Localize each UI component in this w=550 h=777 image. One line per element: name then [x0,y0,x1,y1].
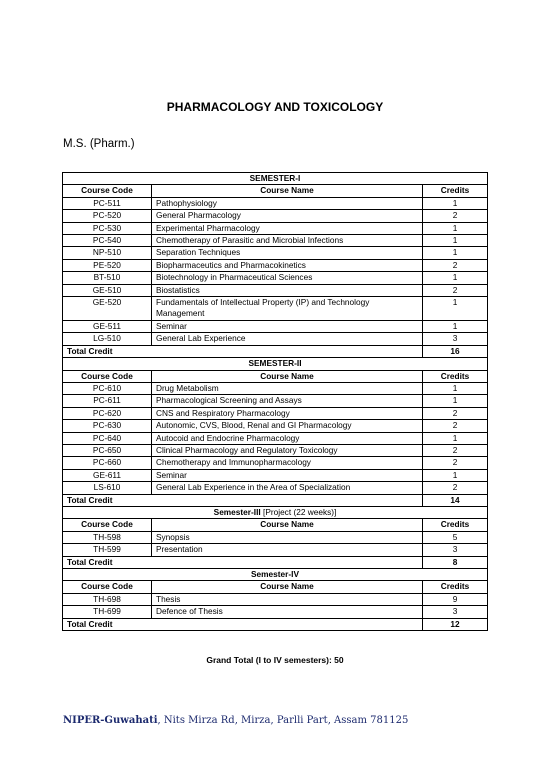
course-code: LG-510 [63,333,152,345]
course-table [62,172,488,631]
table-row [63,320,488,332]
table-row [63,197,488,209]
course-credits: 2 [423,407,488,419]
col-header-code: Course Code [63,370,152,382]
course-code: NP-510 [63,247,152,259]
course-code: LS-610 [63,482,152,494]
course-code: GE-520 [63,297,152,321]
degree-label: M.S. (Pharm.) [63,138,135,150]
footer-address: , Nits Mirza Rd, Mirza, Parlli Part, Assam 781125 [157,715,409,726]
total-label: Total Credit [63,556,423,568]
course-code: PC-520 [63,210,152,222]
table-row [63,407,488,419]
course-name: Biostatistics [152,284,423,296]
footer [63,715,408,726]
semester-header-row [63,358,488,370]
table-row [63,395,488,407]
column-header-row [63,370,488,382]
course-credits: 3 [423,544,488,556]
course-credits: 2 [423,259,488,271]
table-row [63,606,488,618]
total-row [63,618,488,630]
table-row [63,235,488,247]
course-credits: 1 [423,382,488,394]
course-name: Drug Metabolism [152,382,423,394]
semester-title-text: Semester-IV [251,569,299,579]
semester-title [63,569,488,581]
course-name: Biopharmaceutics and Pharmacokinetics [152,259,423,271]
total-row [63,556,488,568]
course-code: PC-511 [63,197,152,209]
col-header-credits: Credits [423,519,488,531]
semester-header-row [63,173,488,185]
course-credits: 1 [423,222,488,234]
course-code: PC-610 [63,382,152,394]
course-name: Seminar [152,320,423,332]
course-credits: 1 [423,272,488,284]
total-row [63,345,488,357]
course-code: PC-540 [63,235,152,247]
course-credits: 9 [423,593,488,605]
table-row [63,259,488,271]
col-header-credits: Credits [423,370,488,382]
course-code: GE-510 [63,284,152,296]
course-credits: 2 [423,457,488,469]
semester-header-row [63,506,488,518]
semester-title-text: SEMESTER-I [249,173,301,183]
course-name: Autocoid and Endocrine Pharmacology [152,432,423,444]
table-row [63,284,488,296]
course-name: Clinical Pharmacology and Regulatory Toxicology [152,444,423,456]
semester-title [63,358,488,370]
course-code: TH-598 [63,531,152,543]
course-credits: 1 [423,395,488,407]
course-credits: 1 [423,235,488,247]
course-credits: 5 [423,531,488,543]
col-header-code: Course Code [63,581,152,593]
course-name: Pathophysiology [152,197,423,209]
table-row [63,469,488,481]
total-value: 14 [423,494,488,506]
table-row [63,382,488,394]
course-name: Synopsis [152,531,423,543]
col-header-name: Course Name [152,185,423,197]
course-credits: 1 [423,247,488,259]
course-code: TH-698 [63,593,152,605]
course-credits: 3 [423,333,488,345]
table-row [63,272,488,284]
course-credits: 2 [423,210,488,222]
course-name: Separation Techniques [152,247,423,259]
table-row [63,210,488,222]
course-credits: 3 [423,606,488,618]
total-value: 8 [423,556,488,568]
total-value: 12 [423,618,488,630]
table-row [63,593,488,605]
table-row [63,432,488,444]
table-row [63,222,488,234]
semester-header-row [63,569,488,581]
course-code: PC-611 [63,395,152,407]
course-code: TH-599 [63,544,152,556]
table-row [63,420,488,432]
table-row [63,297,488,321]
column-header-row [63,519,488,531]
semester-title-text: SEMESTER-II [248,358,302,369]
course-code: PC-530 [63,222,152,234]
course-credits: 1 [423,469,488,481]
course-code: GE-611 [63,469,152,481]
table-row [63,444,488,456]
semester-title-suffix: [Project (22 weeks)] [260,506,337,517]
course-name: General Lab Experience [152,333,423,345]
course-name: Experimental Pharmacology [152,222,423,234]
course-name: General Pharmacology [152,210,423,222]
col-header-code: Course Code [63,519,152,531]
semester-title [63,173,488,185]
col-header-code: Course Code [63,185,152,197]
table-row [63,333,488,345]
table-row [63,457,488,469]
total-row [63,494,488,506]
course-name: Autonomic, CVS, Blood, Renal and GI Pharmacology [152,420,423,432]
course-name: General Lab Experience in the Area of Specialization [152,482,423,494]
course-credits: 2 [423,482,488,494]
course-credits: 1 [423,432,488,444]
course-code: PC-650 [63,444,152,456]
course-code: GE-511 [63,320,152,332]
course-name: Thesis [152,593,423,605]
course-code: PE-520 [63,259,152,271]
col-header-credits: Credits [423,581,488,593]
total-label: Total Credit [63,345,423,357]
course-code: PC-640 [63,432,152,444]
table-row [63,544,488,556]
course-name: Seminar [152,469,423,481]
total-label: Total Credit [63,618,423,630]
total-value: 16 [423,345,488,357]
col-header-name: Course Name [152,370,423,382]
course-name: Pharmacological Screening and Assays [152,395,423,407]
course-name: Biotechnology in Pharmaceutical Sciences [152,272,423,284]
course-code: BT-510 [63,272,152,284]
course-credits: 1 [423,297,488,321]
column-header-row [63,185,488,197]
course-name: Defence of Thesis [152,606,423,618]
course-name: Presentation [152,544,423,556]
course-name: CNS and Respiratory Pharmacology [152,407,423,419]
course-name: Chemotherapy and Immunopharmacology [152,457,423,469]
semester-title-text: Semester-III [213,506,261,517]
col-header-name: Course Name [152,581,423,593]
course-code: TH-699 [63,606,152,618]
footer-institute: NIPER-Guwahati [63,715,158,726]
course-code: PC-630 [63,420,152,432]
col-header-credits: Credits [423,185,488,197]
total-label: Total Credit [63,494,423,506]
course-credits: 1 [423,320,488,332]
course-credits: 2 [423,444,488,456]
course-credits: 2 [423,420,488,432]
table-row [63,531,488,543]
grand-total: Grand Total (I to IV semesters): 50 [206,655,344,665]
course-name: Fundamentals of Intellectual Property (IP) and Technology Management [152,297,423,321]
course-name: Chemotherapy of Parasitic and Microbial Infections [152,235,423,247]
col-header-name: Course Name [152,519,423,531]
page-title: PHARMACOLOGY AND TOXICOLOGY [166,100,384,114]
course-credits: 1 [423,197,488,209]
course-code: PC-620 [63,407,152,419]
table-row [63,247,488,259]
column-header-row [63,581,488,593]
course-code: PC-660 [63,457,152,469]
course-credits: 2 [423,284,488,296]
table-row [63,482,488,494]
semester-title [63,506,488,518]
